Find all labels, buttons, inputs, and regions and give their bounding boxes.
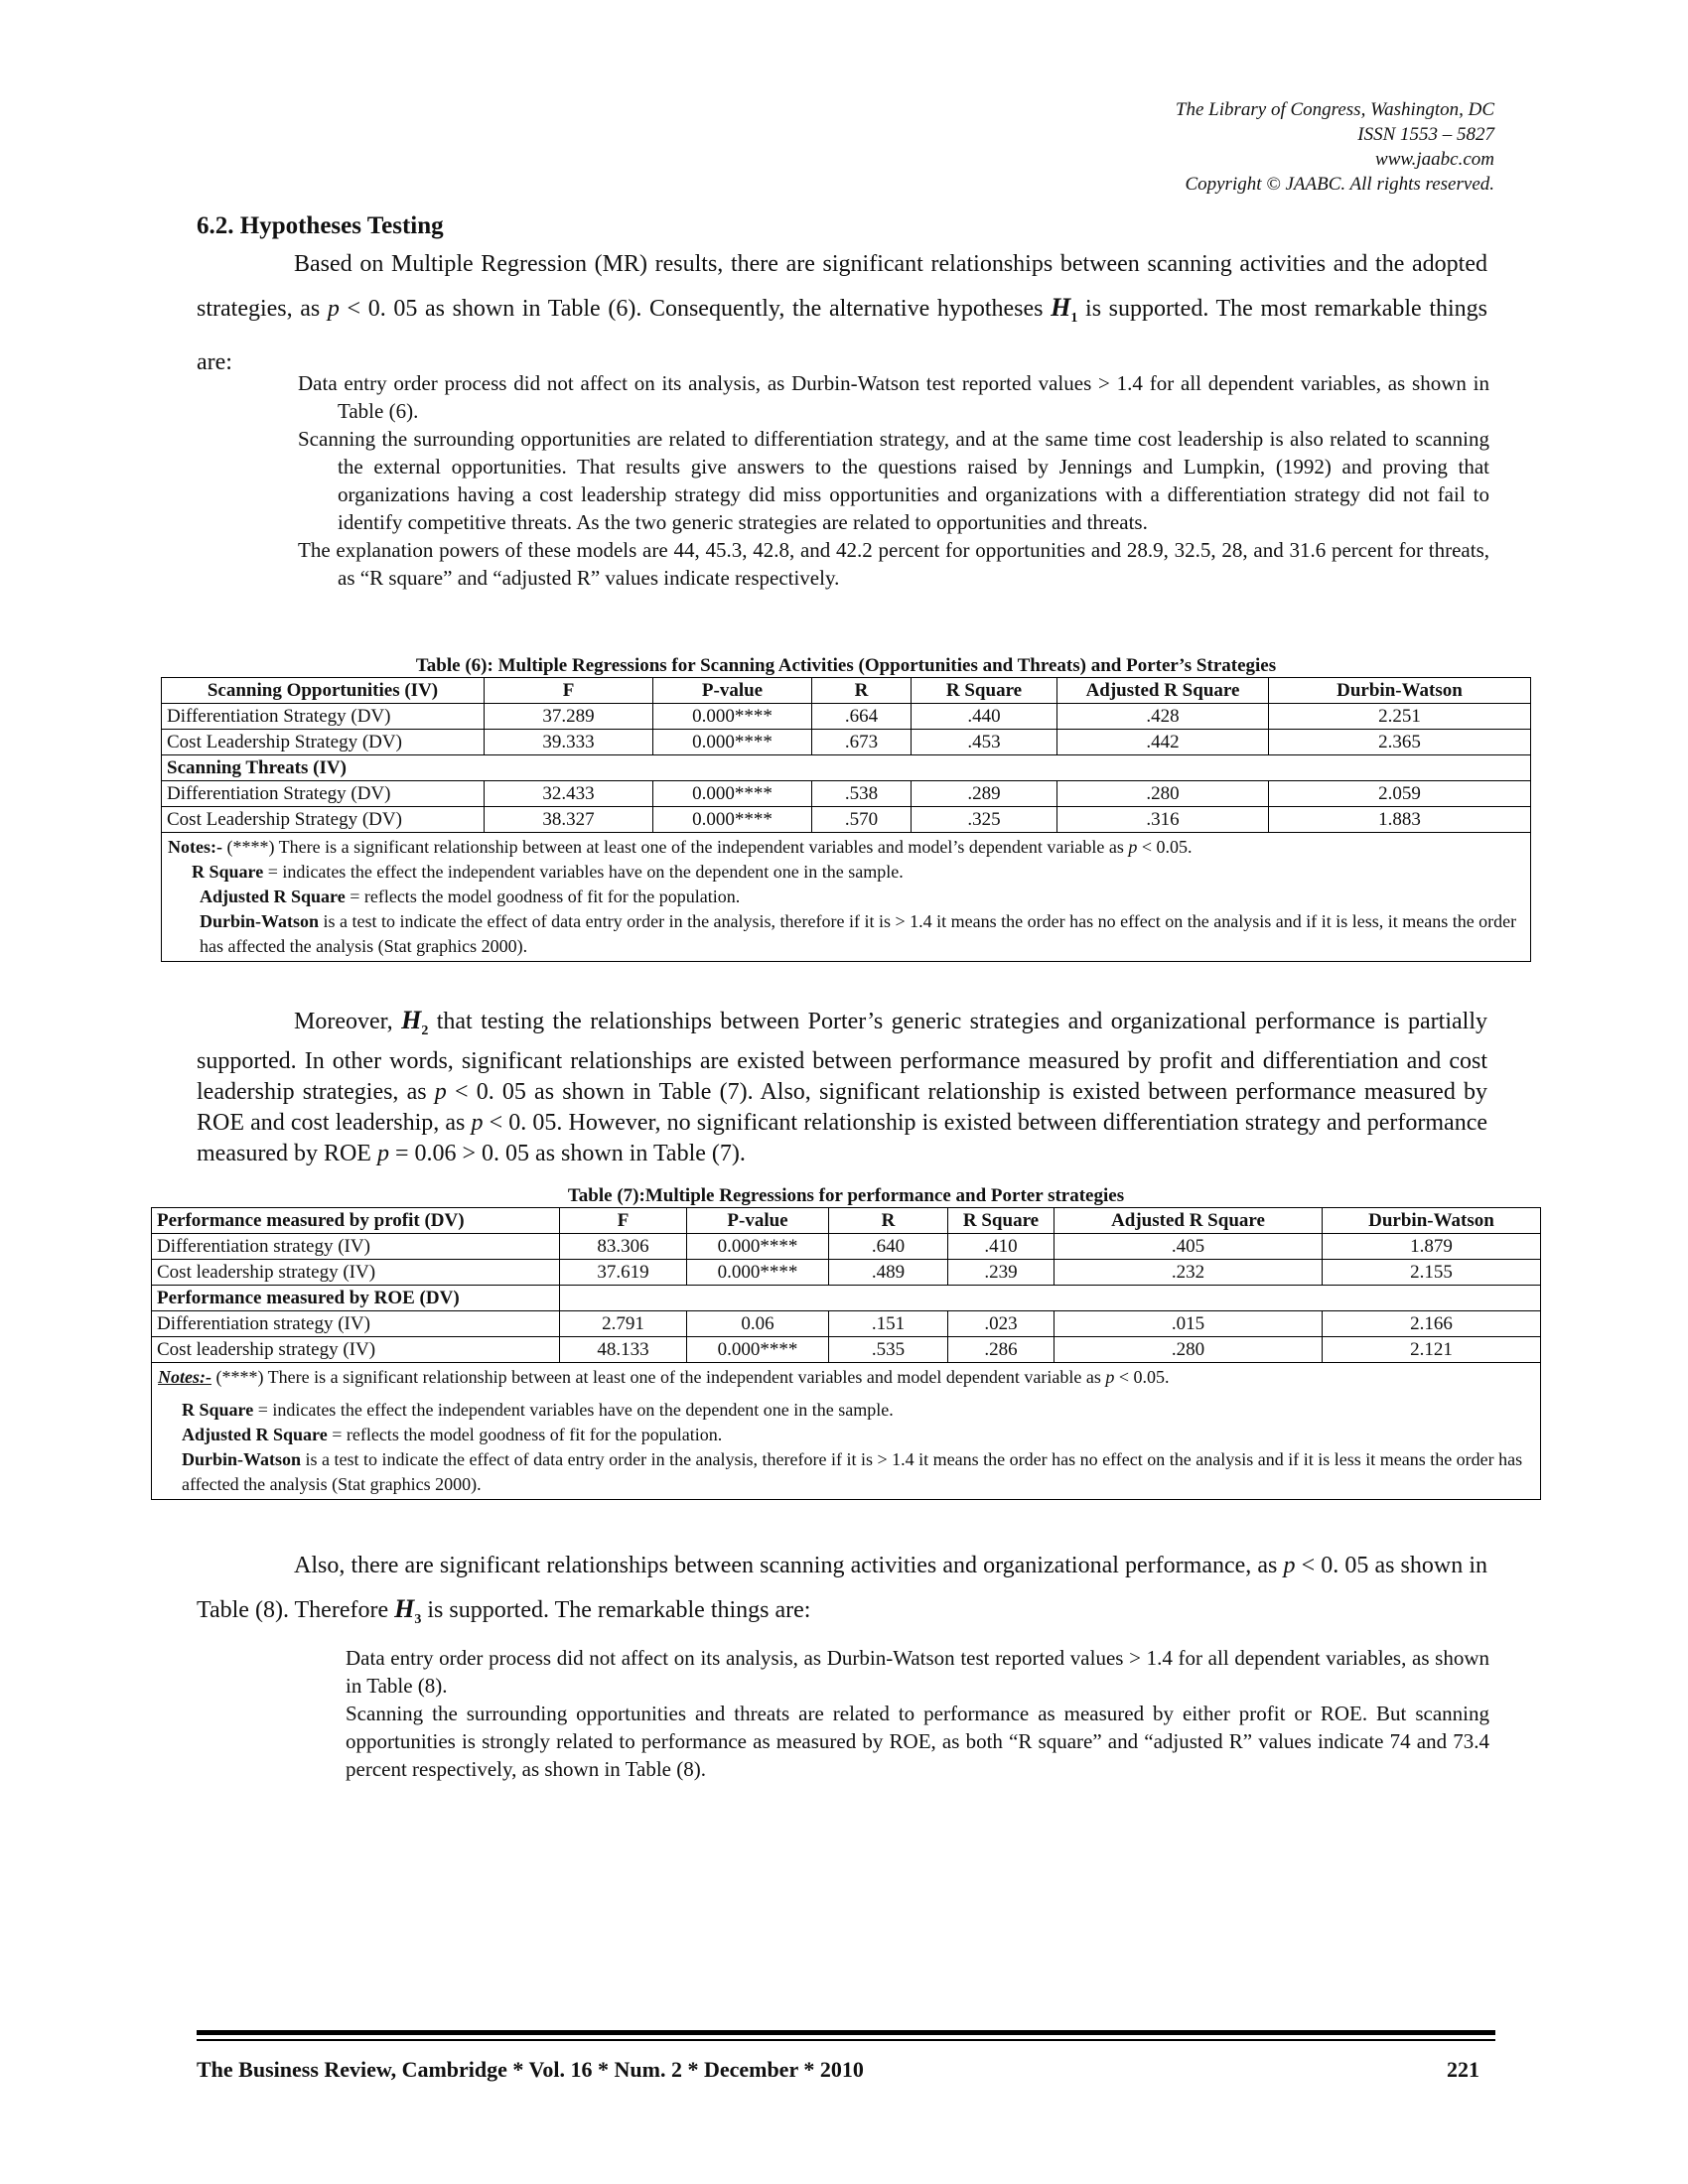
table-header-row: Scanning Opportunities (IV) F P-value R R Square Adjusted R Square Durbin-Watson: [162, 678, 1531, 704]
table-row: Differentiation strategy (IV) 2.791 0.06 .151 .023 .015 2.166: [152, 1311, 1541, 1337]
table-notes-row: Notes:- (****) There is a significant relationship between at least one of the independent variables and model dependent variable as p < 0.05. R Square = indicates the effect the independent variables have on the dependent one in the sample. Adjusted R Square = reflects the model goodness of fit for the population. Durbin-Watson is a test to indicate the effect of data entry order in the analysis, therefore if it is > 1.4 it means the order has no effect on the analysis and if it is less it means the order has affected the analysis (Stat graphics 2000).: [152, 1363, 1541, 1500]
page-footer: [197, 2057, 1487, 2083]
list-item: Scanning the surrounding opportunities and threats are related to performance as measured by either profit or ROE. But scanning opportunities is strongly related to performance as measured by ROE, as both “R square” and “adjusted R” values indicate 74 and 73.4 percent respectively, as shown in Table (8).: [346, 1702, 1489, 1781]
header-line-1: The Library of Congress, Washington, DC: [1175, 99, 1494, 120]
table-6: [161, 677, 1531, 962]
header-line-4: Copyright © JAABC. All rights reserved.: [1185, 174, 1494, 195]
table-row: Differentiation Strategy (DV) 32.433 0.000**** .538 .289 .280 2.059: [162, 781, 1531, 807]
table-row: Cost leadership strategy (IV) 48.133 0.000**** .535 .286 .280 2.121: [152, 1337, 1541, 1363]
table-row: Cost Leadership Strategy (DV) 38.327 0.000**** .570 .325 .316 1.883: [162, 807, 1531, 833]
table-row: Differentiation Strategy (DV) 37.289 0.000**** .664 .440 .428 2.251: [162, 704, 1531, 730]
table-7-caption: Table (7):Multiple Regressions for performance and Porter strategies: [567, 1185, 1125, 1206]
journal-header: [1176, 97, 1494, 197]
bullet-list-1: [298, 369, 1489, 592]
footer-journal: The Business Review, Cambridge * Vol. 16 * Num. 2 * December * 2010: [197, 2057, 864, 2082]
paragraph-3: Also, there are significant relationships between scanning activities and organizational performance, as p < 0. 05 as shown in Table (8). Therefore $H_3$ is supported. The remarkable things are:: [197, 1553, 1487, 1628]
table-row: Cost Leadership Strategy (DV) 39.333 0.000**** .673 .453 .442 2.365: [162, 730, 1531, 755]
paragraph-2: Moreover, $H_2$ that testing the relationships between Porter’s generic strategies and organizational performance is partially supported. In other words, significant relationships are existed between performance measured by profit and differentiation and cost leadership strategies, as p < 0. 05 as shown in Table (7). Also, significant relationship is existed between performance measured by ROE and cost leadership, as p < 0. 05. However, no significant relationship is existed between differentiation strategy and performance measured by ROE p = 0.06 > 0. 05 as shown in Table (7).: [197, 1006, 1488, 1167]
table-7: [151, 1207, 1541, 1500]
paragraph-1: Based on Multiple Regression (MR) results, there are significant relationships between scanning activities and the adopted strategies, as p < 0. 05 as shown in Table (6). Consequently, the alternative hypotheses $H_1$ is supported. The most remarkable things are:: [197, 251, 1488, 376]
list-item: Data entry order process did not affect on its analysis, as Durbin-Watson test reported values > 1.4 for all dependent variables, as shown in Table (6).: [298, 371, 1489, 423]
table-subheader-row: Scanning Threats (IV): [162, 755, 1531, 781]
list-item: Scanning the surrounding opportunities are related to differentiation strategy, and at the same time cost leadership is also related to scanning the external opportunities. That results give answers to the questions raised by Jennings and Lumpkin, (1992) and proving that organizations having a cost leadership strategy did miss opportunities and organizations with a differentiation strategy did not fail to identify competitive threats. As the two generic strategies are related to opportunities and threats.: [298, 427, 1489, 534]
header-line-2: ISSN 1553 – 5827: [1357, 124, 1494, 145]
table-header-row: Performance measured by profit (DV) F P-value R R Square Adjusted R Square Durbin-Watson: [152, 1208, 1541, 1234]
list-item: The explanation powers of these models are 44, 45.3, 42.8, and 42.2 percent for opportunities and 28.9, 32.5, 28, and 31.6 percent for threats, as “R square” and “adjusted R” values indicate respectively.: [298, 538, 1489, 590]
table-notes-row: Notes:- (****) There is a significant relationship between at least one of the independent variables and model’s dependent variable as p < 0.05. R Square = indicates the effect the independent variables have on the dependent one in the sample. Adjusted R Square = reflects the model goodness of fit for the population. Durbin-Watson is a test to indicate the effect of data entry order in the analysis, therefore if it is > 1.4 it means the order has no effect on the analysis and if it is less, it means the order has affected the analysis (Stat graphics 2000).: [162, 833, 1531, 962]
table-6-caption: Table (6): Multiple Regressions for Scanning Activities (Opportunities and Threats) and Porter’s Strategies: [415, 655, 1277, 676]
bullet-list-2: [346, 1644, 1489, 1783]
table-row: Differentiation strategy (IV) 83.306 0.000**** .640 .410 .405 1.879: [152, 1234, 1541, 1260]
header-line-3: www.jaabc.com: [1375, 149, 1494, 170]
list-item: Data entry order process did not affect on its analysis, as Durbin-Watson test reported values > 1.4 for all dependent variables, as shown in Table (8).: [346, 1646, 1489, 1698]
footer-rule-thick: [197, 2030, 1495, 2035]
table-subheader-row: Performance measured by ROE (DV): [152, 1286, 1541, 1311]
section-title: 6.2. Hypotheses Testing: [197, 212, 444, 239]
table-row: Cost leadership strategy (IV) 37.619 0.000**** .489 .239 .232 2.155: [152, 1260, 1541, 1286]
footer-rule-thin: [197, 2039, 1495, 2041]
page-number: 221: [1447, 2057, 1479, 2082]
